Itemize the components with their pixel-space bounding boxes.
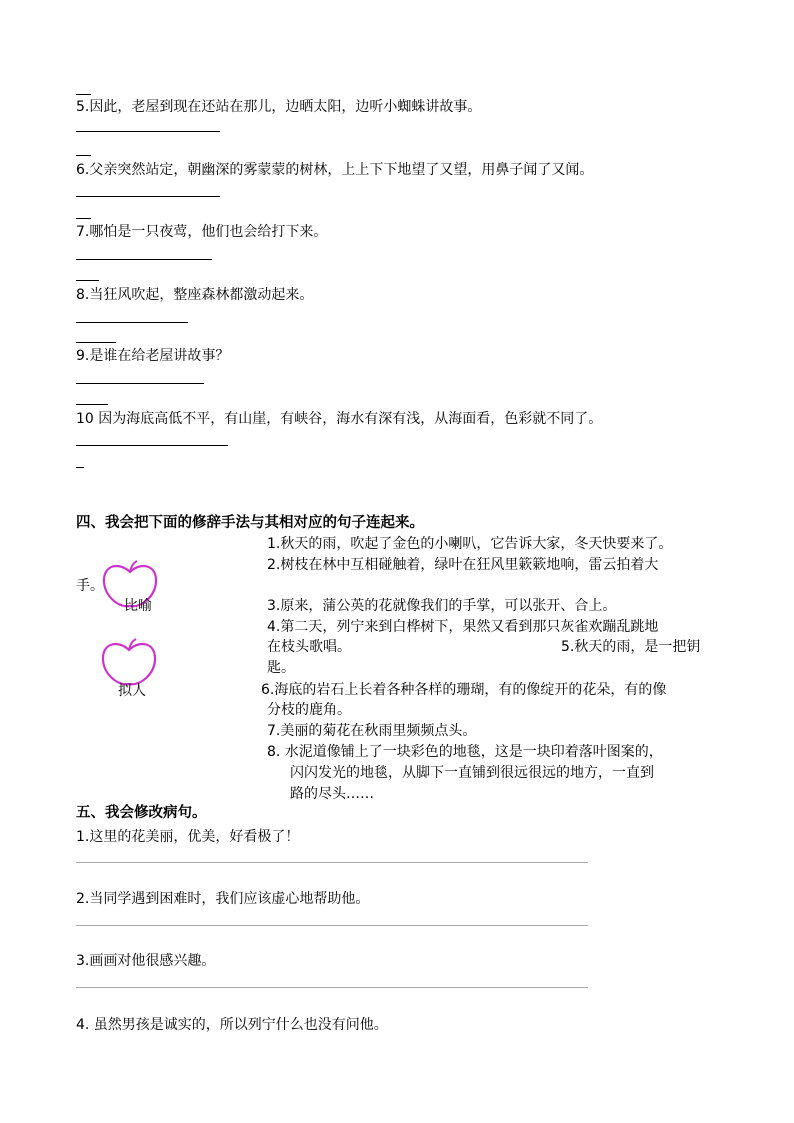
match-sentence[interactable]: 5.秋天的雨，是一把钥 — [561, 639, 701, 655]
sick-sentence: 3.画画对他很感兴趣。 — [76, 953, 216, 969]
rhetoric-label: 比喻 — [124, 598, 152, 614]
answer-blank[interactable] — [76, 322, 188, 323]
match-sentence[interactable]: 3.原来，蒲公英的花就像我们的手掌，可以张开、合上。 — [267, 598, 617, 614]
answer-line[interactable] — [76, 925, 588, 926]
sentence-item: 10 因为海底高低不平，有山崖，有峡谷，海水有深有浅，从海面看，色彩就不同了。 — [76, 411, 603, 427]
answer-blank[interactable] — [76, 131, 220, 132]
rhetoric-label: 拟人 — [118, 683, 146, 699]
answer-blank[interactable] — [76, 467, 84, 468]
answer-blank[interactable] — [76, 218, 91, 219]
answer-blank[interactable] — [76, 342, 116, 343]
answer-blank[interactable] — [76, 155, 91, 156]
match-sentence-continued: 分枝的鹿角。 — [267, 702, 351, 718]
sentence-item: 7.哪怕是一只夜莺，他们也会给打下来。 — [76, 224, 328, 240]
section-heading: 四、我会把下面的修辞手法与其相对应的句子连起来。 — [76, 515, 424, 531]
match-sentence[interactable]: 2.树枝在林中互相碰触着，绿叶在狂风里簌簌地响，雷云拍着大 — [267, 557, 659, 573]
match-sentence[interactable]: 6.海底的岩石上长着各种各样的珊瑚，有的像绽开的花朵，有的像 — [261, 682, 667, 698]
match-sentence-continued: 路的尽头…… — [290, 786, 374, 802]
match-sentence-continued: 在枝头歌唱。 — [267, 639, 351, 655]
sentence-item: 5.因此，老屋到现在还站在那儿，边晒太阳，边听小蜘蛛讲故事。 — [76, 99, 482, 115]
answer-blank[interactable] — [76, 196, 220, 197]
match-sentence[interactable]: 1.秋天的雨，吹起了金色的小喇叭，它告诉大家，冬天快要来了。 — [267, 536, 673, 552]
answer-line[interactable] — [76, 987, 588, 988]
match-sentence-continued: 闪闪发光的地毯，从脚下一直铺到很远很远的地方，一直到 — [290, 765, 654, 781]
match-sentence-continued: 匙。 — [267, 660, 295, 676]
answer-blank[interactable] — [76, 383, 204, 384]
match-sentence[interactable]: 4.第二天，列宁来到白桦树下，果然又看到那只灰雀欢蹦乱跳地 — [267, 619, 659, 635]
answer-blank[interactable] — [76, 280, 99, 281]
answer-blank[interactable] — [76, 404, 108, 405]
answer-blank[interactable] — [76, 445, 228, 446]
match-sentence[interactable]: 7.美丽的菊花在秋雨里频频点头。 — [267, 723, 477, 739]
answer-blank[interactable] — [76, 259, 212, 260]
sick-sentence: 1.这里的花美丽，优美，好看极了！ — [76, 829, 300, 845]
sick-sentence: 2.当同学遇到困难时，我们应该虚心地帮助他。 — [76, 891, 370, 907]
sentence-item: 6.父亲突然站定，朝幽深的雾蒙蒙的树林，上上下下地望了又望，用鼻子闻了又闻。 — [76, 162, 594, 178]
sick-sentence: 4. 虽然男孩是诚实的，所以列宁什么也没有问他。 — [76, 1017, 388, 1033]
sentence-item: 9.是谁在给老屋讲故事？ — [76, 348, 230, 364]
section-heading: 五、我会修改病句。 — [76, 805, 207, 821]
answer-blank[interactable] — [76, 94, 91, 95]
match-sentence[interactable]: 8. 水泥道像铺上了一块彩色的地毯，这是一块印着落叶图案的， — [267, 744, 663, 760]
sentence-item: 8.当狂风吹起，整座森林都激动起来。 — [76, 287, 314, 303]
answer-line[interactable] — [76, 862, 588, 863]
match-sentence-continued: 手。 — [76, 578, 104, 594]
